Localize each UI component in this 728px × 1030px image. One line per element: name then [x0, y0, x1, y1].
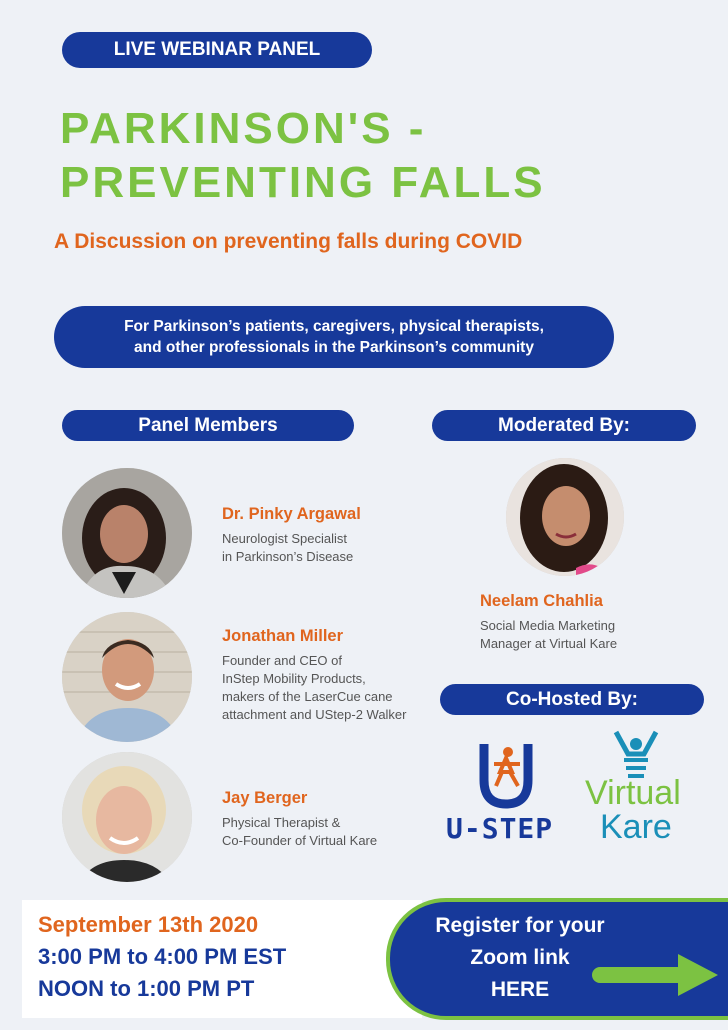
panelist-desc-1-line-1: Neurologist Specialist: [222, 531, 348, 546]
cohost-heading: [440, 684, 704, 715]
virtual-kare-wordmark-line-1: Virtual: [585, 774, 681, 812]
ustep-wordmark: U-STEP: [446, 812, 554, 845]
moderator-heading: [432, 410, 696, 441]
panelist-photo-1: [62, 468, 192, 598]
panelist-name-2: Jonathan Miller: [222, 627, 344, 645]
panelist-name-3: Jay Berger: [222, 789, 308, 807]
arrow-right-icon[interactable]: [590, 952, 722, 998]
register-line-1[interactable]: Register for your: [435, 914, 605, 937]
virtual-kare-wordmark-line-2: Kare: [600, 808, 672, 846]
register-line-3[interactable]: HERE: [490, 978, 550, 1001]
webinar-badge: [62, 32, 372, 68]
event-date: September 13th 2020: [38, 912, 259, 937]
panelist-desc-2: [222, 652, 452, 724]
panel-members-heading: [62, 410, 354, 441]
panelist-desc-2-line-3: makers of the LaserCue cane: [222, 689, 393, 704]
panelist-desc-1-line-2: in Parkinson’s Disease: [222, 549, 354, 564]
page-title: [60, 102, 680, 210]
moderator-photo: [506, 458, 624, 576]
webinar-badge-label: LIVE WEBINAR PANEL: [113, 39, 321, 60]
moderator-desc-line-1: Social Media Marketing: [480, 618, 616, 633]
panelist-desc-3-line-2: Co-Founder of Virtual Kare: [222, 833, 378, 848]
panelist-desc-2-line-4: attachment and UStep-2 Walker: [222, 707, 407, 722]
moderator-heading-label: Moderated By:: [498, 414, 630, 436]
panelist-desc-3-line-1: Physical Therapist &: [222, 815, 341, 830]
moderator-desc: [480, 617, 690, 653]
page-subtitle: A Discussion on preventing falls during COVID: [54, 230, 523, 253]
title-line-2: PREVENTING FALLS: [60, 158, 546, 207]
panelist-photo-3: [62, 752, 192, 882]
audience-line-2: and other professionals in the Parkinson’s community: [134, 339, 534, 356]
panelist-desc-2-line-1: Founder and CEO of: [222, 653, 342, 668]
audience-banner: [54, 306, 614, 368]
audience-line-1: For Parkinson’s patients, caregivers, physical therapists,: [124, 318, 544, 335]
panelist-desc-2-line-2: InStep Mobility Products,: [222, 671, 366, 686]
panelist-desc-3: [222, 814, 432, 850]
moderator-desc-line-2: Manager at Virtual Kare: [480, 636, 618, 651]
register-line-2[interactable]: Zoom link: [470, 946, 570, 969]
event-time-pt: NOON to 1:00 PM PT: [38, 976, 255, 1001]
event-time-est: 3:00 PM to 4:00 PM EST: [38, 944, 287, 969]
panelist-name-1: Dr. Pinky Argawal: [222, 505, 361, 523]
title-line-1: PARKINSON'S -: [60, 104, 427, 153]
cohost-heading-label: Co-Hosted By:: [506, 688, 638, 710]
panel-members-heading-label: Panel Members: [138, 414, 278, 436]
moderator-name: Neelam Chahlia: [480, 592, 603, 610]
panelist-photo-2: [62, 612, 192, 742]
panelist-desc-1: [222, 530, 432, 566]
